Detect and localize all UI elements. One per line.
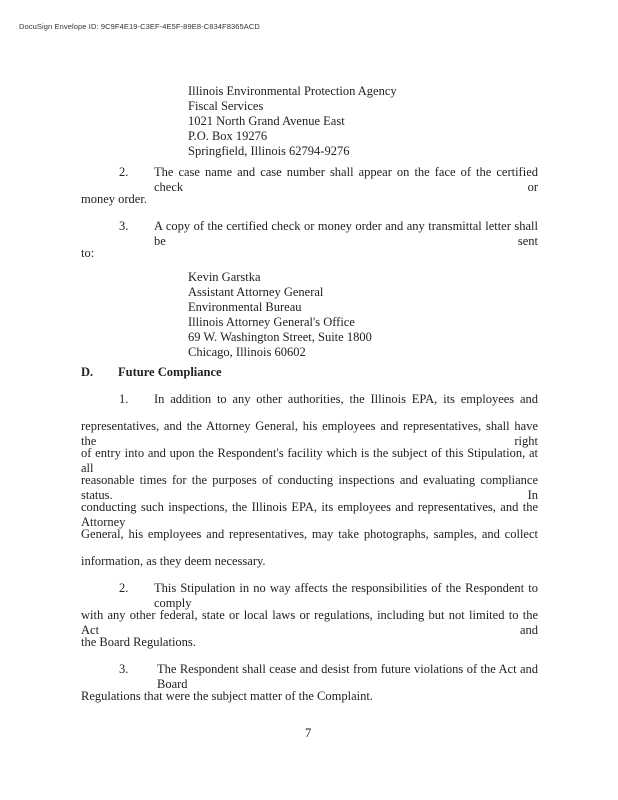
address-line: Assistant Attorney General — [188, 285, 324, 299]
paragraph-text-line: In addition to any other authorities, the Illinois EPA, its employees and — [154, 392, 538, 406]
paragraph-text-line: The case name and case number shall appear on the face of the certified check or — [154, 165, 538, 194]
docusign-envelope-id: DocuSign Envelope ID: 9C9F4E19-C3EF-4E5F-89E8-C834F8365ACD — [19, 22, 260, 31]
address-line: Illinois Environmental Protection Agency — [188, 84, 397, 98]
paragraph-number: 1. — [119, 392, 129, 406]
address-line: Springfield, Illinois 62794-9276 — [188, 144, 350, 158]
paragraph-text-line: the Board Regulations. — [81, 635, 196, 649]
paragraph-text-line: reasonable times for the purposes of conducting inspections and evaluating compliance status. In — [81, 473, 538, 502]
paragraph-number: 2. — [119, 165, 129, 179]
paragraph-number: 3. — [119, 219, 129, 233]
paragraph-text-line: The Respondent shall cease and desist from future violations of the Act and Board — [157, 662, 538, 691]
section-letter: D. — [81, 365, 94, 379]
paragraph-number: 2. — [119, 581, 129, 595]
address-line: Fiscal Services — [188, 99, 264, 113]
paragraph-text-line: Regulations that were the subject matter of the Complaint. — [81, 689, 373, 703]
epa-address-block — [188, 84, 397, 159]
paragraph-text-line: to: — [81, 246, 95, 260]
paragraph-text-line: information, as they deem necessary. — [81, 554, 266, 568]
page-number: 7 — [305, 726, 312, 740]
paragraph-text-line: A copy of the certified check or money order and any transmittal letter shall be sent — [154, 219, 538, 248]
paragraph-number: 3. — [119, 662, 129, 676]
address-line: 69 W. Washington Street, Suite 1800 — [188, 330, 372, 344]
paragraph-text-line: representatives, and the Attorney General, his employees and representatives, shall have the right — [81, 419, 538, 448]
paragraph-text-line: conducting such inspections, the Illinois EPA, its employees and representatives, and the Attorney — [81, 500, 538, 529]
section-title: Future Compliance — [118, 365, 222, 379]
paragraph-text-line: This Stipulation in no way affects the responsibilities of the Respondent to comply — [154, 581, 538, 610]
paragraph-text-line: money order. — [81, 192, 147, 206]
address-line: Illinois Attorney General's Office — [188, 315, 355, 329]
paragraph-text-line: General, his employees and representatives, may take photographs, samples, and collect — [81, 527, 538, 541]
paragraph-text-line: with any other federal, state or local laws or regulations, including but not limited to the Act and — [81, 608, 538, 637]
address-line: P.O. Box 19276 — [188, 129, 268, 143]
address-line: Chicago, Illinois 60602 — [188, 345, 306, 359]
address-line: Environmental Bureau — [188, 300, 302, 314]
attorney-address-block — [188, 270, 372, 360]
address-line: 1021 North Grand Avenue East — [188, 114, 345, 128]
address-line: Kevin Garstka — [188, 270, 261, 284]
paragraph-text-line: of entry into and upon the Respondent's facility which is the subject of this Stipulation, at all — [81, 446, 538, 475]
